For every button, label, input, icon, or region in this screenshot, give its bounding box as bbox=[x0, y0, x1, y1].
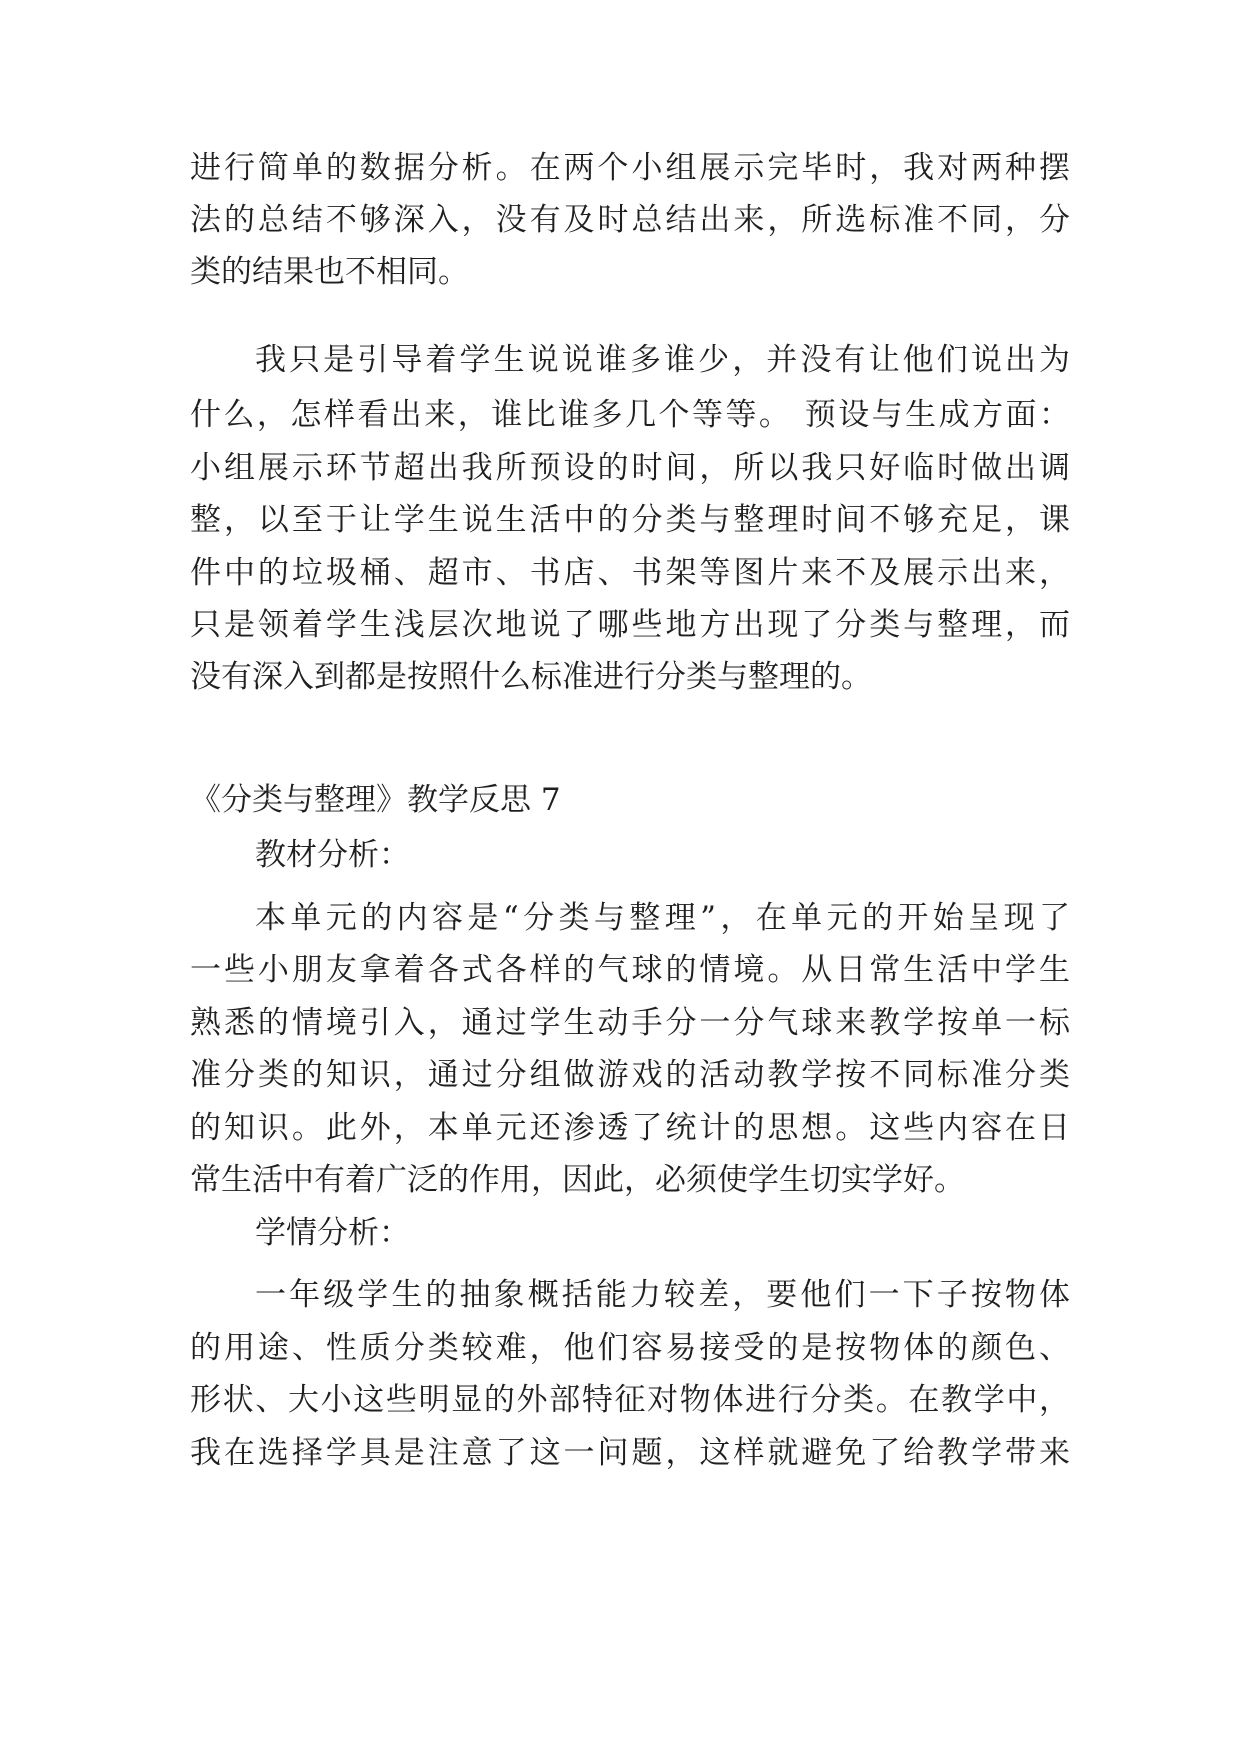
paragraph2-line5: 件中的垃圾桶、超市、书店、书架等图片来不及展示出来， bbox=[190, 555, 1070, 591]
paragraph3-line5: 的知识。此外，本单元还渗透了统计的思想。这些内容在日 bbox=[190, 1110, 1070, 1146]
paragraph2-line2: 什么，怎样看出来，谁比谁多几个等等。 预设与生成方面： bbox=[190, 397, 1070, 433]
paragraph1-line3: 类的结果也不相同。 bbox=[190, 254, 469, 290]
paragraph3-line4: 准分类的知识，通过分组做游戏的活动教学按不同标准分类 bbox=[190, 1057, 1070, 1093]
paragraph4-line3: 形状、大小这些明显的外部特征对物体进行分类。在教学中， bbox=[190, 1382, 1070, 1418]
paragraph2-line1: 我只是引导着学生说说谁多谁少，并没有让他们说出为 bbox=[255, 342, 1070, 378]
paragraph2-line6: 只是领着学生浅层次地说了哪些地方出现了分类与整理，而 bbox=[190, 607, 1070, 643]
section-title: 《分类与整理》教学反思 7 bbox=[190, 782, 561, 818]
subheading-textbook-analysis: 教材分析： bbox=[255, 837, 410, 873]
paragraph2-line3: 小组展示环节超出我所预设的时间，所以我只好临时做出调 bbox=[190, 450, 1070, 486]
paragraph2-line4: 整，以至于让学生说生活中的分类与整理时间不够充足，课 bbox=[190, 502, 1070, 538]
paragraph3-line6: 常生活中有着广泛的作用，因此，必须使学生切实学好。 bbox=[190, 1162, 965, 1198]
paragraph4-line2: 的用途、性质分类较难，他们容易接受的是按物体的颜色、 bbox=[190, 1330, 1070, 1366]
paragraph1-line1: 进行简单的数据分析。在两个小组展示完毕时，我对两种摆 bbox=[190, 150, 1070, 186]
paragraph1-line2: 法的总结不够深入，没有及时总结出来，所选标准不同，分 bbox=[190, 202, 1070, 238]
paragraph4-line1: 一年级学生的抽象概括能力较差，要他们一下子按物体 bbox=[255, 1277, 1070, 1313]
paragraph3-line3: 熟悉的情境引入，通过学生动手分一分气球来教学按单一标 bbox=[190, 1005, 1070, 1041]
paragraph3-line2: 一些小朋友拿着各式各样的气球的情境。从日常生活中学生 bbox=[190, 952, 1070, 988]
subheading-student-analysis: 学情分析： bbox=[255, 1215, 410, 1251]
paragraph2-line7: 没有深入到都是按照什么标准进行分类与整理的。 bbox=[190, 659, 872, 695]
paragraph4-line4: 我在选择学具是注意了这一问题，这样就避免了给教学带来 bbox=[190, 1435, 1070, 1471]
paragraph3-line1: 本单元的内容是“分类与整理”，在单元的开始呈现了 bbox=[255, 900, 1070, 936]
